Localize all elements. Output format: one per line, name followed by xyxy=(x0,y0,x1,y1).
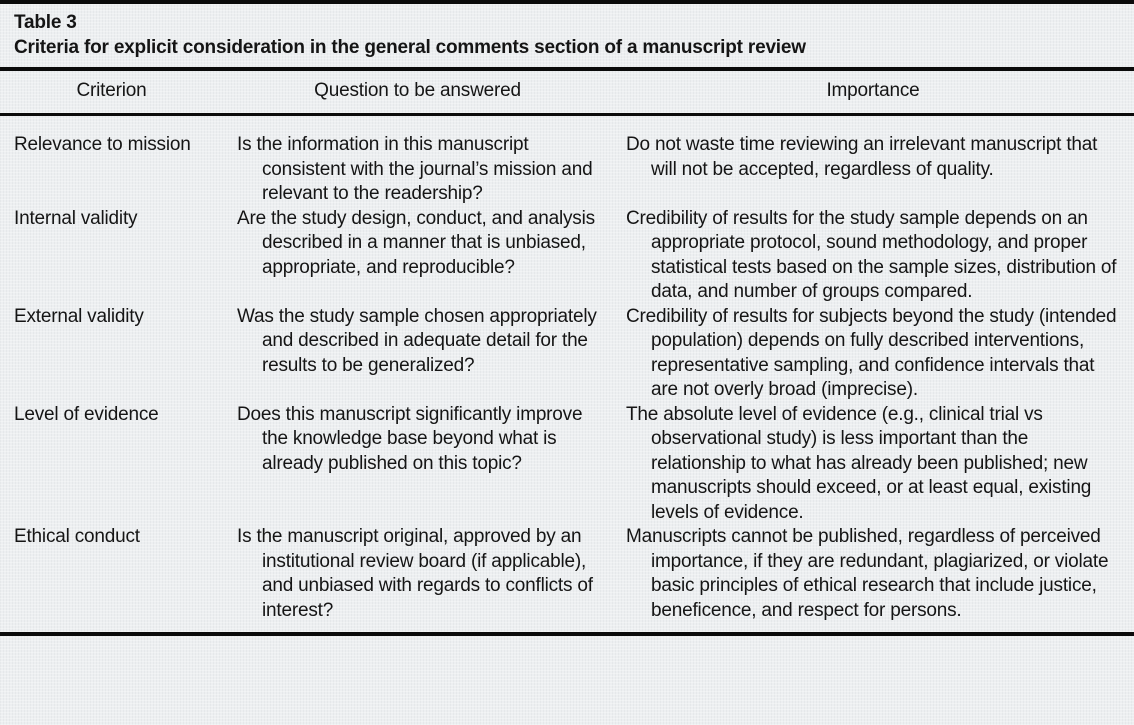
question-cell: Is the information in this manuscript consistent with the journal’s mission and relevant to the readership? xyxy=(237,134,593,204)
column-header-criterion: Criterion xyxy=(0,69,223,115)
column-header-importance: Importance xyxy=(612,69,1134,115)
question-cell: Are the study design, conduct, and analysis described in a manner that is unbiased, appropriate, and reproducible? xyxy=(237,207,595,278)
importance-cell: Manuscripts cannot be published, regardless of perceived importance, if they are redundant, plagiarized, or violate basic principles of ethical research that include justice, beneficence, and respect for persons. xyxy=(626,526,1109,621)
table-row xyxy=(0,305,1134,403)
table-caption xyxy=(0,4,1134,67)
importance-cell: Do not waste time reviewing an irrelevant manuscript that will not be accepted, regardless of quality. xyxy=(626,134,1098,180)
criteria-table xyxy=(0,67,1134,636)
table-row xyxy=(0,403,1134,526)
table-label: Table 3 xyxy=(14,12,77,33)
criterion-cell: Level of evidence xyxy=(14,403,159,425)
table-row xyxy=(0,115,1134,207)
question-cell: Does this manuscript significantly improve the knowledge base beyond what is already published on this topic? xyxy=(237,403,583,474)
header-row xyxy=(0,69,1134,115)
criterion-cell: External validity xyxy=(14,305,144,327)
importance-cell: Credibility of results for subjects beyond the study (intended population) depends on fully described interventions, representative sampling, and confidence intervals that are not overly broad (imprecise). xyxy=(626,305,1117,400)
criterion-cell: Relevance to mission xyxy=(14,134,191,155)
column-header-question: Question to be answered xyxy=(223,69,612,115)
question-cell: Was the study sample chosen appropriately and described in adequate detail for the results to be generalized? xyxy=(237,305,597,376)
table-row xyxy=(0,525,1134,634)
table-body xyxy=(0,115,1134,635)
criterion-cell: Internal validity xyxy=(14,207,138,229)
table-header xyxy=(0,69,1134,115)
question-cell: Is the manuscript original, approved by an institutional review board (if applicable), and unbiased with regards to conflicts of interest? xyxy=(237,526,593,621)
table-title: Criteria for explicit consideration in the general comments section of a manuscript review xyxy=(14,37,806,58)
importance-cell: Credibility of results for the study sample depends on an appropriate protocol, sound methodology, and proper statistical tests based on the sample sizes, distribution of data, and number of groups compared. xyxy=(626,207,1117,302)
importance-cell: The absolute level of evidence (e.g., clinical trial vs observational study) is less important than the relationship to what has already been published; new manuscripts should exceed, or at least equal, existing levels of evidence. xyxy=(626,403,1092,523)
table-row xyxy=(0,207,1134,305)
criterion-cell: Ethical conduct xyxy=(14,526,140,547)
